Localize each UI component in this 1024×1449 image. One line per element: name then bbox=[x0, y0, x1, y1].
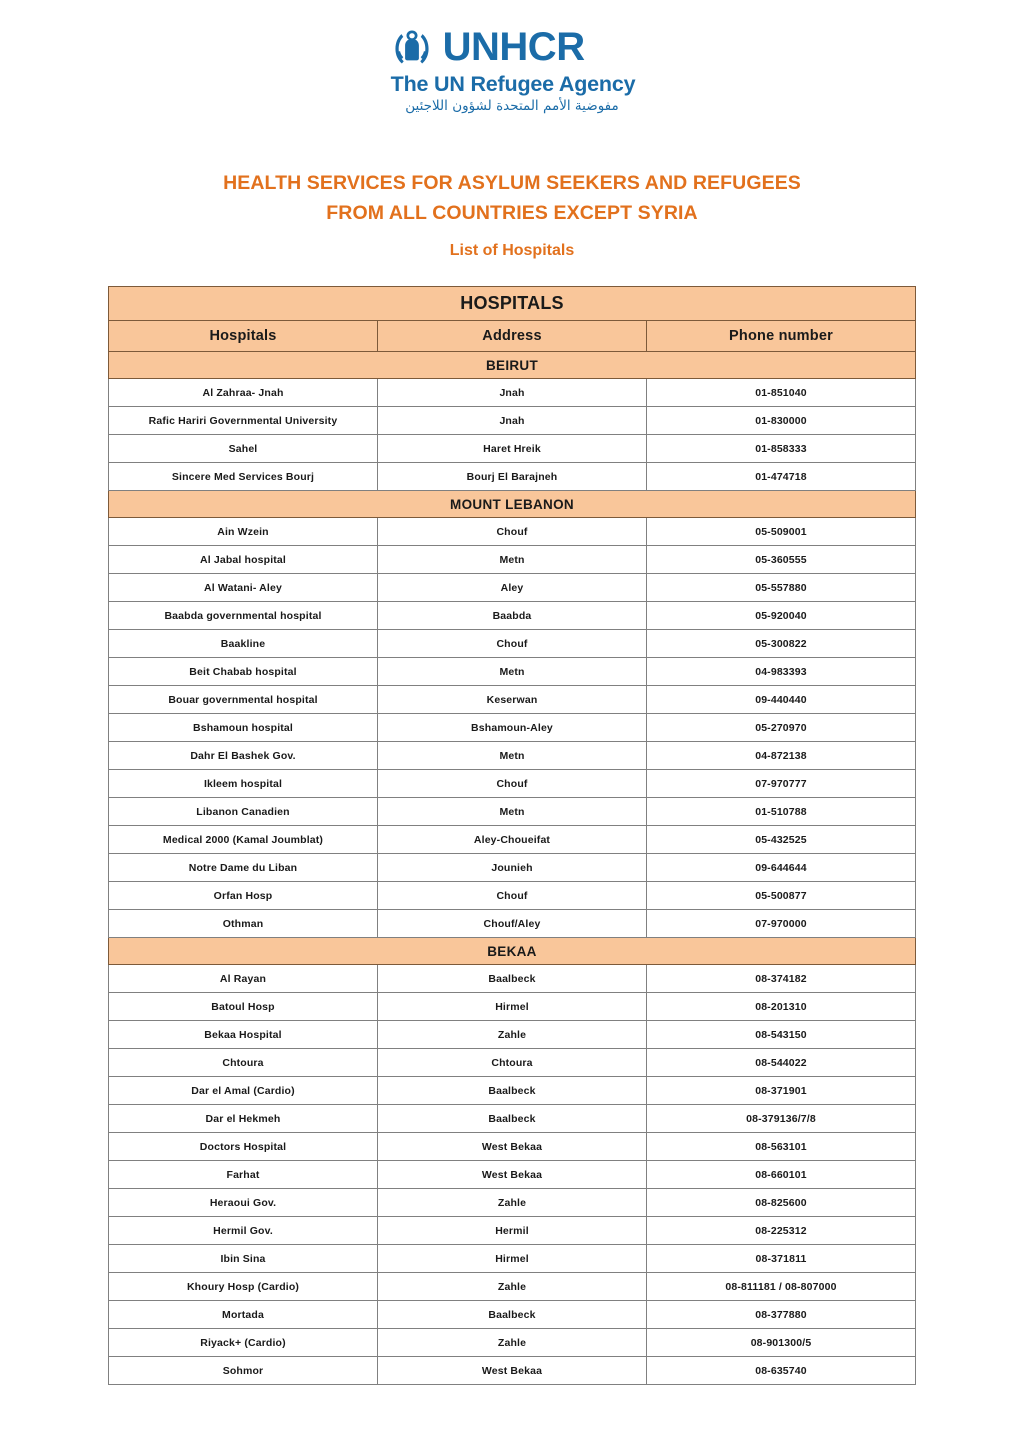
table-caption: HOSPITALS bbox=[109, 287, 916, 321]
page-subtitle: List of Hospitals bbox=[449, 242, 575, 259]
region-header-row bbox=[109, 938, 916, 965]
hospital-address-cell: Hirmel bbox=[378, 1245, 647, 1273]
hospital-name-cell: Ain Wzein bbox=[109, 518, 378, 546]
hospital-phone-cell: 05-300822 bbox=[647, 630, 916, 658]
region-header-bekaa: BEKAA bbox=[109, 938, 916, 965]
hospital-address-cell: Jnah bbox=[378, 407, 647, 435]
hospital-name-cell: Hermil Gov. bbox=[109, 1217, 378, 1245]
hospital-name-cell: Baakline bbox=[109, 630, 378, 658]
hospital-name-cell: Al Watani- Aley bbox=[109, 574, 378, 602]
hospital-phone-cell: 08-371811 bbox=[647, 1245, 916, 1273]
table-row bbox=[109, 1273, 916, 1301]
hospital-name-cell: Sahel bbox=[109, 435, 378, 463]
table-row bbox=[109, 965, 916, 993]
hospital-address-cell: Hermil bbox=[378, 1217, 647, 1245]
hospital-name-cell: Farhat bbox=[109, 1161, 378, 1189]
hospital-name-cell: Rafic Hariri Governmental University bbox=[109, 407, 378, 435]
table-row bbox=[109, 854, 916, 882]
table-row bbox=[109, 602, 916, 630]
table-row bbox=[109, 993, 916, 1021]
hospital-address-cell: Chouf bbox=[378, 630, 647, 658]
hospital-address-cell: Chouf bbox=[378, 770, 647, 798]
hospital-name-cell: Dahr El Bashek Gov. bbox=[109, 742, 378, 770]
hospital-name-cell: Al Zahraa- Jnah bbox=[109, 379, 378, 407]
hospital-name-cell: Al Jabal hospital bbox=[109, 546, 378, 574]
hospital-name-cell: Chtoura bbox=[109, 1049, 378, 1077]
hospital-phone-cell: 01-851040 bbox=[647, 379, 916, 407]
hospital-address-cell: Baalbeck bbox=[378, 965, 647, 993]
hospital-phone-cell: 08-660101 bbox=[647, 1161, 916, 1189]
hospital-name-cell: Notre Dame du Liban bbox=[109, 854, 378, 882]
hospital-address-cell: Aley-Choueifat bbox=[378, 826, 647, 854]
table-row bbox=[109, 630, 916, 658]
hospital-name-cell: Orfan Hosp bbox=[109, 882, 378, 910]
hospital-address-cell: Hirmel bbox=[378, 993, 647, 1021]
table-row bbox=[109, 1105, 916, 1133]
hospital-name-cell: Bekaa Hospital bbox=[109, 1021, 378, 1049]
column-header-phone-number: Phone number bbox=[647, 321, 916, 352]
hospital-name-cell: Khoury Hosp (Cardio) bbox=[109, 1273, 378, 1301]
region-header-row bbox=[109, 491, 916, 518]
hospital-address-cell: Zahle bbox=[378, 1021, 647, 1049]
hospital-phone-cell: 04-872138 bbox=[647, 742, 916, 770]
hospital-name-cell: Libanon Canadien bbox=[109, 798, 378, 826]
hospital-name-cell: Sincere Med Services Bourj bbox=[109, 463, 378, 491]
table-row bbox=[109, 658, 916, 686]
hospital-name-cell: Medical 2000 (Kamal Joumblat) bbox=[109, 826, 378, 854]
hospital-address-cell: Metn bbox=[378, 658, 647, 686]
table-row bbox=[109, 546, 916, 574]
table-row bbox=[109, 1245, 916, 1273]
hospital-name-cell: Dar el Hekmeh bbox=[109, 1105, 378, 1133]
hospital-address-cell: Jnah bbox=[378, 379, 647, 407]
table-row bbox=[109, 742, 916, 770]
hospital-phone-cell: 08-825600 bbox=[647, 1189, 916, 1217]
hospital-phone-cell: 08-374182 bbox=[647, 965, 916, 993]
unhcr-tagline-arabic: مفوضية الأمم المتحدة لشؤون اللاجئين bbox=[405, 97, 619, 114]
hospital-address-cell: Baalbeck bbox=[378, 1301, 647, 1329]
hospital-phone-cell: 05-432525 bbox=[647, 826, 916, 854]
hospital-name-cell: Doctors Hospital bbox=[109, 1133, 378, 1161]
table-row bbox=[109, 882, 916, 910]
table-row bbox=[109, 1189, 916, 1217]
table-row bbox=[109, 1049, 916, 1077]
hospital-address-cell: Baabda bbox=[378, 602, 647, 630]
hospital-phone-cell: 08-544022 bbox=[647, 1049, 916, 1077]
hospital-phone-cell: 08-901300/5 bbox=[647, 1329, 916, 1357]
hospital-address-cell: Metn bbox=[378, 546, 647, 574]
table-row bbox=[109, 686, 916, 714]
table-row bbox=[109, 1021, 916, 1049]
table-row bbox=[109, 1217, 916, 1245]
hospital-name-cell: Beit Chabab hospital bbox=[109, 658, 378, 686]
table-row bbox=[109, 1357, 916, 1385]
table-row bbox=[109, 407, 916, 435]
hospital-phone-cell: 09-440440 bbox=[647, 686, 916, 714]
hospital-phone-cell: 05-360555 bbox=[647, 546, 916, 574]
hospital-address-cell: Keserwan bbox=[378, 686, 647, 714]
table-row bbox=[109, 518, 916, 546]
hospital-phone-cell: 01-858333 bbox=[647, 435, 916, 463]
hospital-address-cell: Zahle bbox=[378, 1273, 647, 1301]
unhcr-logo bbox=[0, 24, 1024, 115]
title-line-1: HEALTH SERVICES FOR ASYLUM SEEKERS AND REFUGEES bbox=[223, 172, 801, 194]
hospital-phone-cell: 05-500877 bbox=[647, 882, 916, 910]
column-header-hospitals: Hospitals bbox=[109, 321, 378, 352]
hospital-phone-cell: 04-983393 bbox=[647, 658, 916, 686]
region-header-mount-lebanon: MOUNT LEBANON bbox=[109, 491, 916, 518]
hospital-name-cell: Mortada bbox=[109, 1301, 378, 1329]
hospital-address-cell: Chouf/Aley bbox=[378, 910, 647, 938]
hospital-address-cell: Chtoura bbox=[378, 1049, 647, 1077]
table-row bbox=[109, 1161, 916, 1189]
hospital-name-cell: Othman bbox=[109, 910, 378, 938]
hospital-name-cell: Ikleem hospital bbox=[109, 770, 378, 798]
unhcr-emblem-icon bbox=[389, 24, 435, 70]
table-row bbox=[109, 714, 916, 742]
table-row bbox=[109, 435, 916, 463]
hospital-phone-cell: 01-510788 bbox=[647, 798, 916, 826]
column-header-row bbox=[109, 321, 916, 352]
hospital-address-cell: Baalbeck bbox=[378, 1105, 647, 1133]
hospital-phone-cell: 08-379136/7/8 bbox=[647, 1105, 916, 1133]
table-row bbox=[109, 826, 916, 854]
hospital-phone-cell: 05-557880 bbox=[647, 574, 916, 602]
hospital-name-cell: Sohmor bbox=[109, 1357, 378, 1385]
hospital-phone-cell: 08-225312 bbox=[647, 1217, 916, 1245]
hospital-name-cell: Riyack+ (Cardio) bbox=[109, 1329, 378, 1357]
unhcr-tagline: The UN Refugee Agency bbox=[390, 72, 636, 96]
table-row bbox=[109, 770, 916, 798]
table-row bbox=[109, 1077, 916, 1105]
table-row bbox=[109, 1133, 916, 1161]
hospital-phone-cell: 09-644644 bbox=[647, 854, 916, 882]
hospital-address-cell: Aley bbox=[378, 574, 647, 602]
hospital-phone-cell: 08-201310 bbox=[647, 993, 916, 1021]
hospital-phone-cell: 08-371901 bbox=[647, 1077, 916, 1105]
hospital-phone-cell: 05-270970 bbox=[647, 714, 916, 742]
hospital-address-cell: Zahle bbox=[378, 1189, 647, 1217]
hospital-phone-cell: 05-509001 bbox=[647, 518, 916, 546]
page-title bbox=[0, 168, 1024, 260]
table-row bbox=[109, 1301, 916, 1329]
hospital-address-cell: West Bekaa bbox=[378, 1357, 647, 1385]
hospital-name-cell: Dar el Amal (Cardio) bbox=[109, 1077, 378, 1105]
hospital-phone-cell: 08-635740 bbox=[647, 1357, 916, 1385]
hospital-phone-cell: 08-377880 bbox=[647, 1301, 916, 1329]
hospital-address-cell: Zahle bbox=[378, 1329, 647, 1357]
table-row bbox=[109, 1329, 916, 1357]
hospital-address-cell: Bourj El Barajneh bbox=[378, 463, 647, 491]
unhcr-wordmark: UNHCR bbox=[442, 25, 585, 69]
table-row bbox=[109, 463, 916, 491]
region-header-beirut: BEIRUT bbox=[109, 352, 916, 379]
hospital-phone-cell: 05-920040 bbox=[647, 602, 916, 630]
hospital-address-cell: Metn bbox=[378, 798, 647, 826]
hospital-address-cell: Chouf bbox=[378, 882, 647, 910]
hospital-name-cell: Baabda governmental hospital bbox=[109, 602, 378, 630]
hospital-name-cell: Bshamoun hospital bbox=[109, 714, 378, 742]
hospital-address-cell: Jounieh bbox=[378, 854, 647, 882]
hospital-phone-cell: 08-563101 bbox=[647, 1133, 916, 1161]
hospitals-table bbox=[108, 286, 916, 1385]
hospital-address-cell: Haret Hreik bbox=[378, 435, 647, 463]
hospital-address-cell: West Bekaa bbox=[378, 1161, 647, 1189]
hospital-name-cell: Bouar governmental hospital bbox=[109, 686, 378, 714]
hospital-name-cell: Al Rayan bbox=[109, 965, 378, 993]
hospital-address-cell: Bshamoun-Aley bbox=[378, 714, 647, 742]
hospital-phone-cell: 01-830000 bbox=[647, 407, 916, 435]
hospital-phone-cell: 08-543150 bbox=[647, 1021, 916, 1049]
hospital-phone-cell: 07-970777 bbox=[647, 770, 916, 798]
table-row bbox=[109, 910, 916, 938]
hospitals-table-container bbox=[108, 286, 916, 1385]
table-row bbox=[109, 379, 916, 407]
column-header-address: Address bbox=[378, 321, 647, 352]
table-caption-row bbox=[109, 287, 916, 321]
hospital-address-cell: Baalbeck bbox=[378, 1077, 647, 1105]
hospital-name-cell: Batoul Hosp bbox=[109, 993, 378, 1021]
hospital-address-cell: West Bekaa bbox=[378, 1133, 647, 1161]
hospital-name-cell: Ibin Sina bbox=[109, 1245, 378, 1273]
hospital-phone-cell: 07-970000 bbox=[647, 910, 916, 938]
hospital-address-cell: Metn bbox=[378, 742, 647, 770]
hospital-phone-cell: 08-811181 / 08-807000 bbox=[647, 1273, 916, 1301]
table-row bbox=[109, 798, 916, 826]
hospital-name-cell: Heraoui Gov. bbox=[109, 1189, 378, 1217]
region-header-row bbox=[109, 352, 916, 379]
hospital-phone-cell: 01-474718 bbox=[647, 463, 916, 491]
title-line-2: FROM ALL COUNTRIES EXCEPT SYRIA bbox=[326, 202, 698, 224]
hospital-address-cell: Chouf bbox=[378, 518, 647, 546]
table-row bbox=[109, 574, 916, 602]
